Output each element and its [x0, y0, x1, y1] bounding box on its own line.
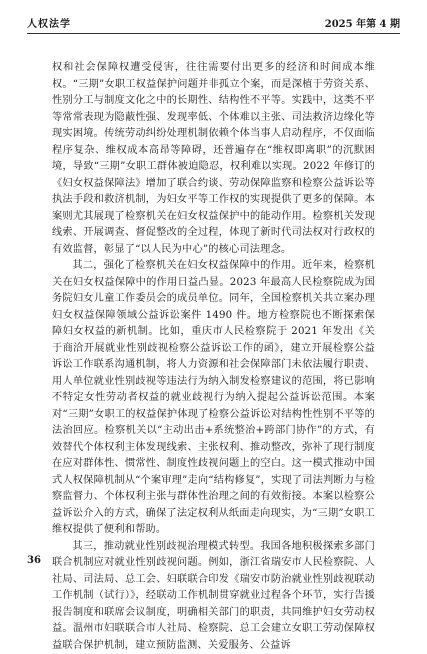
- paragraph-second-point: 其二，强化了检察机关在妇女权益保障中的作用。近年来，检察机关在妇女权益保障中的作用日益凸显。2023 年最高人民检察院成为国务院妇女儿童工作委员会的成员单位。同年，全国检察机关共立案办理妇女权益保障领域公益诉讼案件 1490 件。地方检察院也不断探索保障妇女权益的新机制。比如，重庆市人民检察院于 2021 年发出《关于商洽开展就业性别歧视检察公益诉讼工作的函》，建立开展检察公益诉讼工作联系沟通机制，将人力资源和社会保障部门未依法履行职责、用人单位就业性别歧视等违法行为纳入制发检察建议的范围，将已影响不特定女性劳动者权益的就业歧视行为纳入提起公益诉讼范围。本案对“三期”女职工的权益保护体现了检察公益诉讼对结构性性别不平等的法治回应。检察机关以“主动出击+系统整治+跨部门协作”的方式，有效替代个体权利主体发现线索、主张权利、推动整改，弥补了现行制度在应对群体性、惯常性、制度性歧视问题上的空白。这一模式推动中国式人权保障机制从“个案审理”走向“结构修复”，实现了司法判断力与检察监督力、个体权利主张与群体性治理之间的有效衔接。本案以检察公益诉讼介入的方式，确保了法定权利从纸面走向现实，为“三期”女职工维权提供了便利和帮助。: [52, 258, 375, 539]
- article-body: [52, 60, 375, 654]
- running-header: [27, 15, 400, 33]
- journal-name: 人权法学: [27, 15, 71, 30]
- issue-label: 2025 年第 4 期: [325, 15, 400, 30]
- paragraph-third-point: 其三，推动就业性别歧视治理模式转型。我国各地积极探索多部门联合机制应对就业性别歧视问题。例如，浙江省瑞安市人民检察院、人社局、司法局、总工会、妇联联合印发《瑞安市防治就业性别歧视联动工作机制（试行）》，经联动工作机制贯穿就业过程各个环节，实行告援报告制度和联席会议制度，明确相关部门的职责，共同维护妇女劳动权益。温州市妇联联合市人社局、检察院、总工会建立女职工劳动保障权益联合保护机制，建立预防监测、关爱服务、公益诉: [52, 539, 375, 654]
- page-number: 36: [27, 555, 41, 566]
- paragraph-continuation: 权和社会保障权遭受侵害，往往需要付出更多的经济和时间成本维权。“三期”女职工权益保护问题并非孤立个案，而是深植于劳资关系、性别分工与制度文化之中的长期性、结构性不平等。实践中，这类不平等常常表现为隐蔽性强、发现率低、个体难以主张、司法救济边缘化等现实困境。传统劳动纠纷处理机制依赖个体当事人启动程序，不仅面临程序复杂、维权成本高昂等障碍，还普遍存在“维权即离职”的沉默困境，导致“三期”女职工群体被迫隐忍，权利难以实现。2022 年修订的《妇女权益保障法》增加了联合约谈、劳动保障监察和检察公益诉讼等执法手段和救济机制，为妇女平等工作权的实现提供了更多的保障。本案则尤其展现了检察机关在妇女权益保护中的能动作用。检察机关发现线索、开展调查、督促整改的全过程，体现了新时代司法权对行政权的有效监督，彰显了“以人民为中心”的核心司法理念。: [52, 60, 375, 258]
- header-divider: [27, 33, 400, 34]
